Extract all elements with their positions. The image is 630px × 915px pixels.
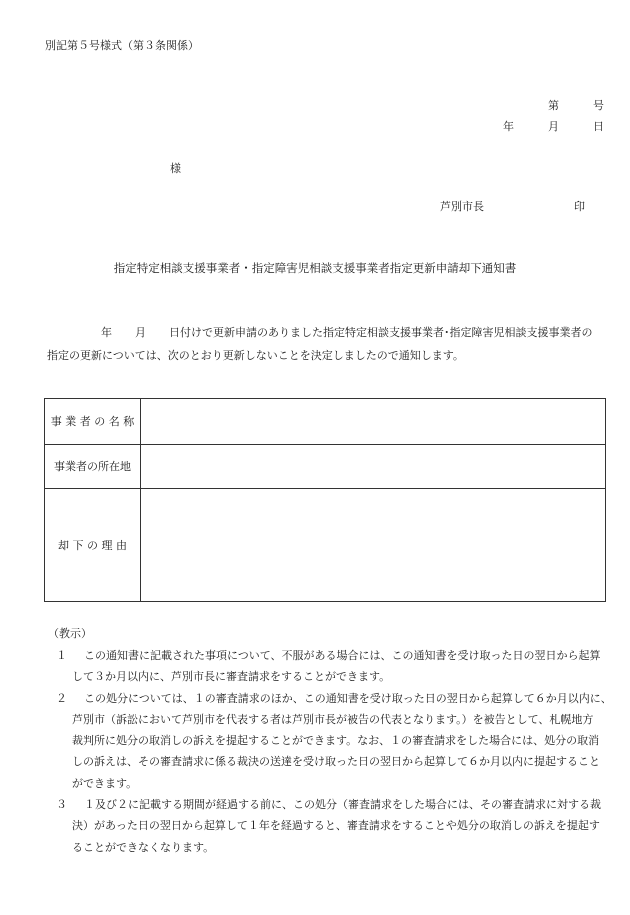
note-line: ができます。 — [72, 776, 138, 790]
note-line: 芦別市（訴訟において芦別市を代表する者は芦別市長が被告の代表となります。）を被告として、札幌地方 — [72, 712, 594, 726]
list-item — [56, 645, 608, 688]
list-item — [56, 688, 612, 794]
list-item — [56, 794, 608, 858]
table-row — [45, 489, 606, 602]
sender-title: 芦別市長 — [440, 200, 484, 213]
table-row — [45, 399, 606, 445]
note-line: 裁判所に処分の取消しの訴えを提起することができます。なお、１の審査請求をした場合には、処分の取消 — [72, 734, 600, 748]
note-line: しの訴えは、その審査請求に係る裁決の送達を受け取った日の翌日から起算して６か月以内に提起すること — [72, 755, 600, 769]
intro-line2: 指定の更新については、次のとおり更新しないことを決定しましたので通知します。 — [47, 349, 464, 362]
intro-month: 月 — [135, 326, 146, 339]
form-label: 別記第５号様式（第３条関係） — [45, 39, 199, 52]
date-month: 月 — [548, 120, 559, 133]
row-value-address — [141, 445, 606, 489]
row-label-reason: 却 下 の 理 由 — [45, 489, 141, 602]
info-table — [44, 398, 606, 602]
note-number: ２ — [56, 691, 67, 705]
document-title: 指定特定相談支援事業者・指定障害児相談支援事業者指定更新申請却下通知書 — [113, 261, 517, 275]
note-line: この通知書に記載された事項について、不服がある場合には、この通知書を受け取った日の翌日から起算 — [84, 649, 601, 662]
intro-paragraph — [47, 321, 607, 367]
notes-list — [56, 645, 612, 858]
intro-year: 年 — [101, 326, 112, 339]
row-value-reason — [141, 489, 606, 602]
table-row — [45, 445, 606, 489]
row-label-name: 事 業 者 の 名 称 — [45, 399, 141, 445]
addressee-suffix: 様 — [170, 162, 181, 175]
note-line: この処分については、１の審査請求のほか、この通知書を受け取った日の翌日から起算して６か月以内に、 — [84, 691, 612, 705]
seal-mark: 印 — [574, 200, 585, 213]
note-line: して３か月以内に、芦別市長に審査請求をすることができます。 — [72, 670, 391, 684]
date-year: 年 — [503, 120, 514, 133]
notes-heading: （教示） — [48, 627, 92, 640]
row-value-name — [141, 399, 606, 445]
note-line: １及び２に記載する期間が経過する前に、この処分（審査請求をした場合には、その審査請求に対する裁 — [84, 798, 601, 812]
note-line: 決）があった日の翌日から起算して１年を経過すると、審査請求をすることや処分の取消しの訴えを提起す — [72, 819, 600, 833]
note-number: ３ — [56, 798, 67, 812]
note-number: １ — [56, 649, 67, 662]
row-label-address: 事業者の所在地 — [45, 445, 141, 489]
number-go: 号 — [593, 99, 604, 112]
intro-line1: 日付けで更新申請のありました指定特定相談支援事業者･指定障害児相談支援事業者の — [169, 326, 593, 339]
date-day: 日 — [593, 120, 604, 133]
number-dai: 第 — [548, 99, 559, 112]
note-line: ることができなくなります。 — [72, 840, 215, 854]
